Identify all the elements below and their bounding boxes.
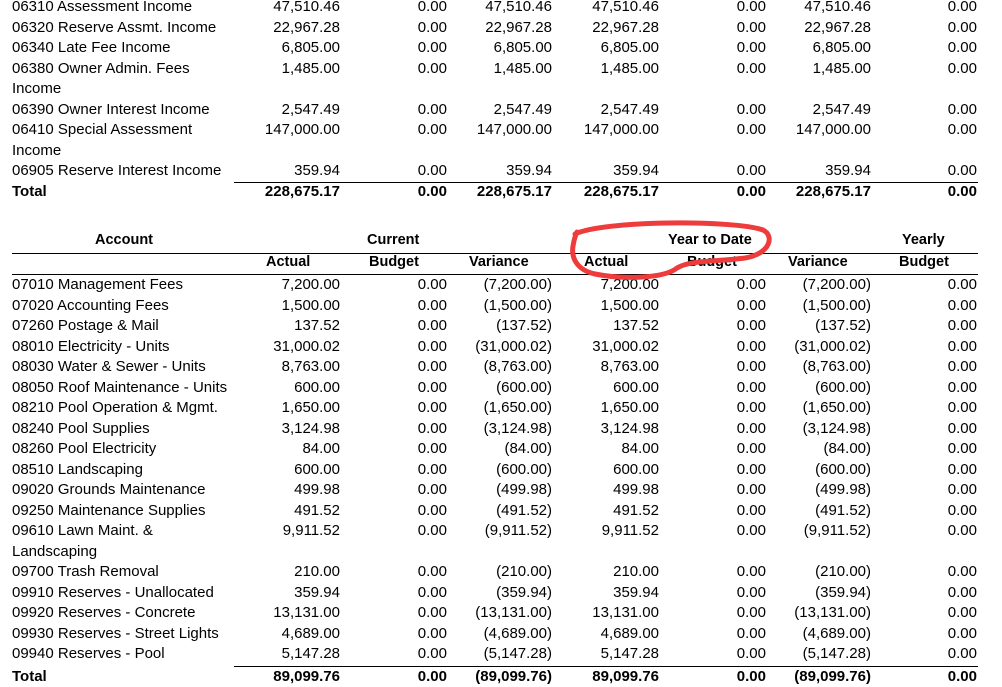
ytd-variance-cell: (13,131.00): [794, 603, 871, 624]
budget-cell: 0.00: [418, 0, 447, 18]
variance-cell: (3,124.98): [484, 419, 552, 440]
expense-row: [0, 521, 1002, 562]
budget-cell: 0.00: [418, 480, 447, 501]
header-budget-ytd: Budget: [687, 254, 737, 270]
account-name: 08240 Pool Supplies: [12, 419, 150, 440]
yearly-budget-cell: 0.00: [948, 480, 977, 501]
income-row: [0, 38, 1002, 59]
ytd-budget-cell: 0.00: [737, 18, 766, 39]
budget-cell: 0.00: [418, 161, 447, 182]
ytd-actual-cell: 47,510.46: [592, 0, 659, 18]
expense-row: [0, 296, 1002, 317]
account-name: 09610 Lawn Maint. &: [12, 521, 153, 542]
account-name: 09020 Grounds Maintenance: [12, 480, 205, 501]
variance-cell: (491.52): [496, 501, 552, 522]
actual-cell: 359.94: [294, 161, 340, 182]
account-name-continued: Landscaping: [12, 542, 97, 563]
ytd-budget-cell: 0.00: [737, 501, 766, 522]
ytd-budget-cell: 0.00: [737, 603, 766, 624]
expense-row: [0, 480, 1002, 501]
yearly-budget-cell: 0.00: [948, 583, 977, 604]
ytd-actual-cell: 359.94: [613, 161, 659, 182]
account-name: 08510 Landscaping: [12, 460, 143, 481]
ytd-variance-cell: (1,650.00): [803, 398, 871, 419]
ytd-variance-cell: (137.52): [815, 316, 871, 337]
yearly-budget-cell: 0.00: [948, 439, 977, 460]
budget-cell: 0.00: [418, 357, 447, 378]
ytd-budget-cell: 0.00: [737, 398, 766, 419]
yearly-budget-cell: 0.00: [948, 644, 977, 665]
variance-cell: (210.00): [496, 562, 552, 583]
variance-cell: 2,547.49: [494, 100, 552, 121]
actual-cell: 6,805.00: [282, 38, 340, 59]
ytd-variance-cell: (8,763.00): [803, 357, 871, 378]
ytd-budget-cell: 0.00: [737, 296, 766, 317]
account-name: 09910 Reserves - Unallocated: [12, 583, 214, 604]
budget-cell: 0.00: [418, 624, 447, 645]
ytd-variance-cell: 359.94: [825, 161, 871, 182]
expense-row: [0, 439, 1002, 460]
actual-cell: 3,124.98: [282, 419, 340, 440]
ytd-variance-cell: 22,967.28: [804, 18, 871, 39]
variance-cell: (359.94): [496, 583, 552, 604]
ytd-budget-cell: 0.00: [737, 480, 766, 501]
header-actual: Actual: [266, 254, 310, 270]
budget-cell: 0.00: [418, 59, 447, 80]
ytd-budget-cell: 0.00: [737, 562, 766, 583]
ytd-actual-cell: 499.98: [613, 480, 659, 501]
ytd-budget-cell: 0.00: [737, 521, 766, 542]
variance-cell: (8,763.00): [484, 357, 552, 378]
yearly-budget-cell: 0.00: [948, 161, 977, 182]
ytd-actual-cell: 31,000.02: [592, 337, 659, 358]
actual-cell: 1,650.00: [282, 398, 340, 419]
variance-cell: 147,000.00: [477, 120, 552, 141]
ytd-actual-cell: 3,124.98: [601, 419, 659, 440]
expense-row: [0, 275, 1002, 296]
yearly-budget-cell: 0.00: [948, 100, 977, 121]
variance-cell: (1,500.00): [484, 296, 552, 317]
ytd-actual-cell: 4,689.00: [601, 624, 659, 645]
variance-cell: 228,675.17: [477, 182, 552, 203]
variance-cell: (1,650.00): [484, 398, 552, 419]
yearly-budget-cell: 0.00: [948, 337, 977, 358]
account-name: 08260 Pool Electricity: [12, 439, 156, 460]
actual-cell: 359.94: [294, 583, 340, 604]
ytd-actual-cell: 5,147.28: [601, 644, 659, 665]
budget-cell: 0.00: [418, 18, 447, 39]
ytd-variance-cell: (600.00): [815, 460, 871, 481]
income-row: [0, 100, 1002, 121]
ytd-variance-cell: (31,000.02): [794, 337, 871, 358]
yearly-budget-cell: 0.00: [948, 624, 977, 645]
budget-cell: 0.00: [418, 521, 447, 542]
account-name: 07020 Accounting Fees: [12, 296, 169, 317]
header-variance-ytd: Variance: [788, 254, 848, 270]
income-row: [0, 18, 1002, 39]
actual-cell: 13,131.00: [273, 603, 340, 624]
header-yearly: Yearly: [902, 232, 945, 248]
ytd-budget-cell: 0.00: [737, 357, 766, 378]
ytd-actual-cell: 6,805.00: [601, 38, 659, 59]
budget-cell: 0.00: [418, 603, 447, 624]
ytd-actual-cell: 8,763.00: [601, 357, 659, 378]
variance-cell: (31,000.02): [475, 337, 552, 358]
header-budget-yearly: Budget: [899, 254, 949, 270]
account-name: 07010 Management Fees: [12, 275, 183, 296]
budget-cell: 0.00: [418, 460, 447, 481]
ytd-variance-cell: (4,689.00): [803, 624, 871, 645]
ytd-variance-cell: (89,099.76): [794, 667, 871, 687]
actual-cell: 5,147.28: [282, 644, 340, 665]
ytd-variance-cell: 1,485.00: [813, 59, 871, 80]
yearly-budget-cell: 0.00: [948, 460, 977, 481]
variance-cell: (9,911.52): [485, 521, 552, 542]
ytd-budget-cell: 0.00: [737, 378, 766, 399]
yearly-budget-cell: 0.00: [948, 182, 977, 203]
yearly-budget-cell: 0.00: [948, 120, 977, 141]
expense-row: [0, 316, 1002, 337]
yearly-budget-cell: 0.00: [948, 521, 977, 542]
yearly-budget-cell: 0.00: [948, 316, 977, 337]
yearly-budget-cell: 0.00: [948, 501, 977, 522]
account-name: 06380 Owner Admin. Fees: [12, 59, 190, 80]
ytd-budget-cell: 0.00: [737, 337, 766, 358]
expense-row: [0, 624, 1002, 645]
header-variance: Variance: [469, 254, 529, 270]
ytd-variance-cell: (1,500.00): [803, 296, 871, 317]
actual-cell: 137.52: [294, 316, 340, 337]
ytd-variance-cell: (600.00): [815, 378, 871, 399]
account-name: 06320 Reserve Assmt. Income: [12, 18, 216, 39]
yearly-budget-cell: 0.00: [948, 562, 977, 583]
expense-row: [0, 501, 1002, 522]
actual-cell: 210.00: [294, 562, 340, 583]
variance-cell: (7,200.00): [484, 275, 552, 296]
account-name: 09700 Trash Removal: [12, 562, 159, 583]
account-name: 09920 Reserves - Concrete: [12, 603, 195, 624]
expense-row: [0, 398, 1002, 419]
budget-cell: 0.00: [418, 182, 447, 203]
ytd-budget-cell: 0.00: [737, 439, 766, 460]
account-name: 06410 Special Assessment: [12, 120, 192, 141]
ytd-variance-cell: (210.00): [815, 562, 871, 583]
ytd-actual-cell: 1,485.00: [601, 59, 659, 80]
yearly-budget-cell: 0.00: [948, 667, 977, 687]
variance-cell: (13,131.00): [475, 603, 552, 624]
account-name: 08210 Pool Operation & Mgmt.: [12, 398, 218, 419]
income-row: [0, 120, 1002, 161]
ytd-variance-cell: (9,911.52): [804, 521, 871, 542]
actual-cell: 228,675.17: [265, 182, 340, 203]
actual-cell: 22,967.28: [273, 18, 340, 39]
ytd-variance-cell: (499.98): [815, 480, 871, 501]
budget-cell: 0.00: [418, 398, 447, 419]
budget-cell: 0.00: [418, 644, 447, 665]
variance-cell: (5,147.28): [484, 644, 552, 665]
ytd-actual-cell: 600.00: [613, 378, 659, 399]
actual-cell: 2,547.49: [282, 100, 340, 121]
expense-total-row: [0, 667, 1002, 687]
variance-cell: 47,510.46: [485, 0, 552, 18]
ytd-budget-cell: 0.00: [737, 460, 766, 481]
ytd-budget-cell: 0.00: [737, 275, 766, 296]
ytd-variance-cell: (359.94): [815, 583, 871, 604]
yearly-budget-cell: 0.00: [948, 357, 977, 378]
actual-cell: 31,000.02: [273, 337, 340, 358]
header-year-to-date: Year to Date: [668, 232, 752, 248]
account-name: 06905 Reserve Interest Income: [12, 161, 221, 182]
budget-cell: 0.00: [418, 275, 447, 296]
actual-cell: 47,510.46: [273, 0, 340, 18]
expense-row: [0, 419, 1002, 440]
budget-cell: 0.00: [418, 38, 447, 59]
ytd-actual-cell: 210.00: [613, 562, 659, 583]
variance-cell: (499.98): [496, 480, 552, 501]
expense-row: [0, 562, 1002, 583]
ytd-actual-cell: 359.94: [613, 583, 659, 604]
variance-cell: 22,967.28: [485, 18, 552, 39]
expense-row: [0, 644, 1002, 665]
variance-cell: (4,689.00): [484, 624, 552, 645]
account-name: 09930 Reserves - Street Lights: [12, 624, 219, 645]
ytd-variance-cell: 2,547.49: [813, 100, 871, 121]
actual-cell: 1,485.00: [282, 59, 340, 80]
yearly-budget-cell: 0.00: [948, 419, 977, 440]
yearly-budget-cell: 0.00: [948, 18, 977, 39]
account-name: 09250 Maintenance Supplies: [12, 501, 205, 522]
actual-cell: 491.52: [294, 501, 340, 522]
header-current: Current: [367, 232, 419, 248]
variance-cell: 359.94: [506, 161, 552, 182]
ytd-variance-cell: (5,147.28): [803, 644, 871, 665]
expense-row: [0, 460, 1002, 481]
ytd-variance-cell: (7,200.00): [803, 275, 871, 296]
ytd-variance-cell: (491.52): [815, 501, 871, 522]
ytd-actual-cell: 1,500.00: [601, 296, 659, 317]
yearly-budget-cell: 0.00: [948, 378, 977, 399]
ytd-variance-cell: (84.00): [823, 439, 871, 460]
account-name: Total: [12, 182, 47, 203]
budget-cell: 0.00: [418, 120, 447, 141]
yearly-budget-cell: 0.00: [948, 296, 977, 317]
ytd-variance-cell: 47,510.46: [804, 0, 871, 18]
account-name: 08010 Electricity - Units: [12, 337, 170, 358]
account-name: 07260 Postage & Mail: [12, 316, 159, 337]
ytd-budget-cell: 0.00: [737, 624, 766, 645]
ytd-budget-cell: 0.00: [737, 419, 766, 440]
ytd-actual-cell: 147,000.00: [584, 120, 659, 141]
actual-cell: 4,689.00: [282, 624, 340, 645]
ytd-actual-cell: 9,911.52: [602, 521, 659, 542]
ytd-budget-cell: 0.00: [737, 100, 766, 121]
account-name: 06390 Owner Interest Income: [12, 100, 210, 121]
variance-cell: (600.00): [496, 460, 552, 481]
header-account: Account: [95, 232, 153, 248]
account-name: 08050 Roof Maintenance - Units: [12, 378, 227, 399]
yearly-budget-cell: 0.00: [948, 59, 977, 80]
income-row: [0, 59, 1002, 100]
yearly-budget-cell: 0.00: [948, 0, 977, 18]
actual-cell: 147,000.00: [265, 120, 340, 141]
ytd-actual-cell: 84.00: [621, 439, 659, 460]
account-name: Total: [12, 667, 47, 687]
ytd-budget-cell: 0.00: [737, 120, 766, 141]
actual-cell: 1,500.00: [282, 296, 340, 317]
expense-row: [0, 583, 1002, 604]
yearly-budget-cell: 0.00: [948, 275, 977, 296]
budget-cell: 0.00: [418, 667, 447, 687]
budget-cell: 0.00: [418, 378, 447, 399]
actual-cell: 89,099.76: [273, 667, 340, 687]
ytd-actual-cell: 89,099.76: [592, 667, 659, 687]
ytd-variance-cell: 228,675.17: [796, 182, 871, 203]
ytd-budget-cell: 0.00: [737, 0, 766, 18]
ytd-actual-cell: 22,967.28: [592, 18, 659, 39]
yearly-budget-cell: 0.00: [948, 38, 977, 59]
expense-row: [0, 378, 1002, 399]
income-total-row: [0, 182, 1002, 203]
yearly-budget-cell: 0.00: [948, 603, 977, 624]
income-row: [0, 161, 1002, 182]
budget-cell: 0.00: [418, 501, 447, 522]
variance-cell: 1,485.00: [494, 59, 552, 80]
variance-cell: (600.00): [496, 378, 552, 399]
actual-cell: 600.00: [294, 460, 340, 481]
expense-row: [0, 337, 1002, 358]
ytd-actual-cell: 1,650.00: [601, 398, 659, 419]
ytd-budget-cell: 0.00: [737, 59, 766, 80]
account-name-continued: Income: [12, 79, 61, 100]
ytd-variance-cell: 147,000.00: [796, 120, 871, 141]
budget-cell: 0.00: [418, 419, 447, 440]
expense-row: [0, 603, 1002, 624]
yearly-budget-cell: 0.00: [948, 398, 977, 419]
account-name: 06340 Late Fee Income: [12, 38, 170, 59]
actual-cell: 84.00: [302, 439, 340, 460]
ytd-variance-cell: (3,124.98): [803, 419, 871, 440]
ytd-actual-cell: 600.00: [613, 460, 659, 481]
budget-cell: 0.00: [418, 316, 447, 337]
variance-cell: 6,805.00: [494, 38, 552, 59]
actual-cell: 9,911.52: [283, 521, 340, 542]
ytd-budget-cell: 0.00: [737, 583, 766, 604]
header-underline: [12, 274, 978, 275]
actual-cell: 499.98: [294, 480, 340, 501]
actual-cell: 600.00: [294, 378, 340, 399]
ytd-budget-cell: 0.00: [737, 316, 766, 337]
budget-cell: 0.00: [418, 562, 447, 583]
ytd-actual-cell: 7,200.00: [601, 275, 659, 296]
ytd-actual-cell: 228,675.17: [584, 182, 659, 203]
header-budget: Budget: [369, 254, 419, 270]
ytd-budget-cell: 0.00: [737, 644, 766, 665]
ytd-budget-cell: 0.00: [737, 667, 766, 687]
account-name: 08030 Water & Sewer - Units: [12, 357, 206, 378]
ytd-budget-cell: 0.00: [737, 161, 766, 182]
budget-cell: 0.00: [418, 439, 447, 460]
budget-cell: 0.00: [418, 583, 447, 604]
actual-cell: 7,200.00: [282, 275, 340, 296]
ytd-variance-cell: 6,805.00: [813, 38, 871, 59]
variance-cell: (137.52): [496, 316, 552, 337]
ytd-actual-cell: 2,547.49: [601, 100, 659, 121]
budget-cell: 0.00: [418, 296, 447, 317]
variance-cell: (84.00): [504, 439, 552, 460]
account-name-continued: Income: [12, 141, 61, 162]
ytd-actual-cell: 13,131.00: [592, 603, 659, 624]
budget-cell: 0.00: [418, 337, 447, 358]
variance-cell: (89,099.76): [475, 667, 552, 687]
account-name: 09940 Reserves - Pool: [12, 644, 165, 665]
account-name: 06310 Assessment Income: [12, 0, 192, 18]
header-actual-ytd: Actual: [584, 254, 628, 270]
ytd-actual-cell: 491.52: [613, 501, 659, 522]
ytd-budget-cell: 0.00: [737, 38, 766, 59]
budget-cell: 0.00: [418, 100, 447, 121]
ytd-budget-cell: 0.00: [737, 182, 766, 203]
expense-row: [0, 357, 1002, 378]
income-row: [0, 0, 1002, 18]
ytd-actual-cell: 137.52: [613, 316, 659, 337]
actual-cell: 8,763.00: [282, 357, 340, 378]
